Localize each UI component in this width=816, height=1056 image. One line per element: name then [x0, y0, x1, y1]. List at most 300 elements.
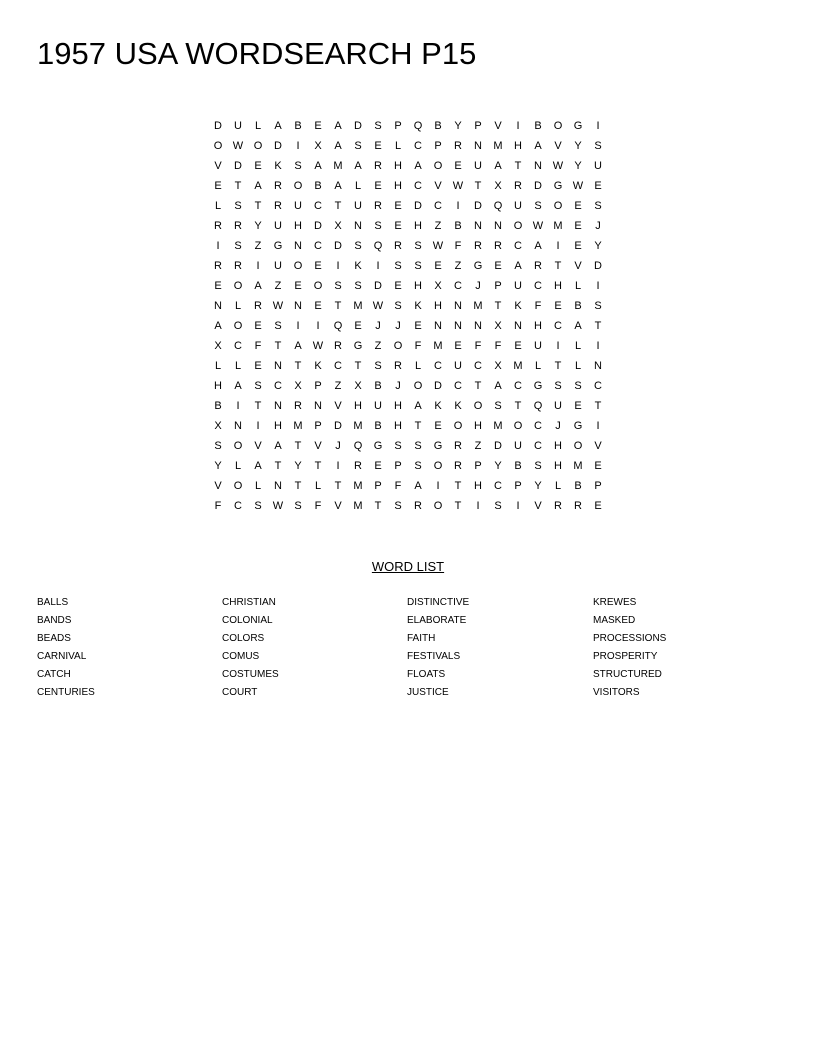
grid-letter: V — [334, 500, 342, 512]
grid-letter: P — [394, 120, 402, 132]
word-list-item: FESTIVALS — [407, 651, 461, 662]
grid-letter: X — [334, 220, 342, 232]
word-list-item: STRUCTURED — [593, 669, 662, 680]
grid-letter: B — [514, 460, 522, 472]
grid-letter: R — [274, 200, 282, 212]
grid-letter: O — [233, 440, 243, 452]
grid-letter: N — [214, 300, 222, 312]
grid-letter: I — [216, 240, 220, 252]
grid-letter: M — [553, 220, 563, 232]
grid-letter: I — [376, 260, 380, 272]
grid-letter: E — [214, 280, 222, 292]
word-list-item: CENTURIES — [37, 687, 95, 698]
grid-letter: C — [514, 240, 522, 252]
grid-letter: M — [493, 420, 503, 432]
grid-letter: A — [494, 380, 502, 392]
grid-letter: E — [374, 140, 382, 152]
grid-letter: R — [334, 340, 342, 352]
grid-letter: T — [454, 500, 462, 512]
grid-letter: P — [434, 140, 442, 152]
grid-letter: D — [354, 120, 362, 132]
grid-letter: T — [274, 460, 282, 472]
grid-letter: B — [434, 120, 442, 132]
grid-letter: P — [514, 480, 522, 492]
grid-letter: R — [454, 440, 462, 452]
grid-letter: S — [394, 300, 402, 312]
grid-letter: M — [513, 360, 523, 372]
grid-letter: O — [453, 420, 463, 432]
grid-letter: K — [514, 300, 522, 312]
word-list-item: FAITH — [407, 633, 436, 644]
grid-letter: D — [594, 260, 602, 272]
grid-letter: G — [533, 380, 543, 392]
grid-row — [208, 336, 608, 356]
grid-letter: P — [474, 120, 482, 132]
grid-letter: R — [374, 200, 382, 212]
grid-letter: Q — [493, 200, 503, 212]
grid-letter: E — [354, 320, 362, 332]
grid-letter: E — [294, 280, 302, 292]
grid-letter: E — [574, 200, 582, 212]
grid-letter: C — [534, 280, 542, 292]
grid-letter: D — [334, 240, 342, 252]
grid-letter: X — [294, 380, 302, 392]
grid-row — [208, 376, 608, 396]
grid-letter: X — [214, 340, 222, 352]
grid-letter: F — [214, 500, 222, 512]
grid-letter: D — [214, 120, 222, 132]
grid-letter: H — [554, 460, 562, 472]
grid-letter: I — [556, 240, 560, 252]
grid-letter: H — [394, 420, 402, 432]
grid-letter: R — [274, 180, 282, 192]
grid-letter: N — [454, 320, 462, 332]
grid-letter: C — [334, 360, 342, 372]
grid-letter: T — [294, 360, 302, 372]
word-list-item: COMUS — [222, 651, 260, 662]
grid-letter: R — [474, 240, 482, 252]
grid-letter: C — [314, 240, 322, 252]
grid-letter: C — [534, 440, 542, 452]
grid-letter: V — [314, 440, 322, 452]
grid-row — [208, 136, 608, 156]
grid-letter: M — [333, 160, 343, 172]
grid-letter: B — [374, 420, 382, 432]
grid-letter: Y — [574, 160, 582, 172]
grid-letter: N — [594, 360, 602, 372]
grid-letter: O — [253, 140, 263, 152]
grid-letter: P — [394, 460, 402, 472]
grid-letter: N — [274, 360, 282, 372]
grid-letter: G — [273, 240, 283, 252]
grid-row — [208, 456, 608, 476]
grid-letter: S — [494, 400, 502, 412]
grid-letter: U — [514, 440, 522, 452]
grid-letter: Z — [474, 440, 482, 452]
grid-letter: I — [256, 420, 260, 432]
grid-letter: X — [494, 180, 502, 192]
word-list-item: COLONIAL — [222, 615, 273, 626]
grid-letter: Z — [334, 380, 342, 392]
grid-letter: S — [534, 460, 542, 472]
grid-letter: S — [394, 260, 402, 272]
grid-letter: A — [494, 160, 502, 172]
grid-letter: D — [434, 380, 442, 392]
grid-letter: A — [254, 460, 262, 472]
word-column — [37, 594, 217, 702]
grid-letter: G — [573, 120, 583, 132]
word-list-item: JUSTICE — [407, 687, 449, 698]
grid-letter: A — [314, 160, 322, 172]
grid-letter: T — [294, 480, 302, 492]
grid-letter: M — [353, 480, 363, 492]
grid-row — [208, 316, 608, 336]
grid-letter: K — [414, 300, 422, 312]
grid-letter: C — [554, 320, 562, 332]
grid-letter: N — [474, 320, 482, 332]
grid-letter: N — [534, 160, 542, 172]
grid-letter: E — [594, 180, 602, 192]
grid-letter: G — [553, 180, 563, 192]
grid-letter: C — [314, 200, 322, 212]
grid-letter: W — [432, 240, 444, 252]
grid-letter: F — [454, 240, 462, 252]
grid-letter: S — [594, 140, 602, 152]
grid-letter: S — [354, 280, 362, 292]
grid-letter: T — [334, 480, 342, 492]
grid-letter: U — [274, 220, 282, 232]
grid-letter: E — [254, 360, 262, 372]
grid-letter: O — [233, 480, 243, 492]
grid-letter: R — [454, 140, 462, 152]
grid-letter: Q — [413, 120, 423, 132]
grid-letter: J — [595, 220, 601, 232]
grid-letter: E — [394, 200, 402, 212]
grid-letter: T — [254, 200, 262, 212]
grid-letter: B — [214, 400, 222, 412]
grid-letter: W — [232, 140, 244, 152]
page-title: 1957 USA WORDSEARCH P15 — [37, 36, 477, 71]
grid-letter: O — [293, 260, 303, 272]
grid-letter: L — [574, 340, 582, 352]
grid-letter: U — [514, 200, 522, 212]
grid-letter: I — [596, 420, 600, 432]
grid-letter: T — [334, 200, 342, 212]
grid-letter: N — [514, 320, 522, 332]
grid-letter: E — [494, 260, 502, 272]
grid-letter: X — [314, 140, 322, 152]
grid-letter: V — [494, 120, 502, 132]
grid-letter: U — [514, 280, 522, 292]
grid-letter: A — [254, 280, 262, 292]
grid-letter: M — [573, 460, 583, 472]
grid-letter: C — [594, 380, 602, 392]
grid-letter: E — [214, 180, 222, 192]
grid-letter: C — [414, 180, 422, 192]
grid-letter: X — [354, 380, 362, 392]
grid-letter: Q — [333, 320, 343, 332]
grid-letter: R — [294, 400, 302, 412]
grid-letter: R — [234, 220, 242, 232]
letter-grid — [208, 116, 608, 516]
grid-letter: C — [474, 360, 482, 372]
grid-letter: R — [254, 300, 262, 312]
grid-letter: V — [214, 480, 222, 492]
grid-letter: O — [513, 220, 523, 232]
grid-letter: S — [354, 240, 362, 252]
word-list-item: MASKED — [593, 615, 636, 626]
grid-letter: C — [414, 140, 422, 152]
grid-letter: U — [234, 120, 242, 132]
grid-letter: K — [434, 400, 442, 412]
word-column — [407, 594, 587, 702]
grid-letter: V — [554, 140, 562, 152]
grid-letter: O — [233, 280, 243, 292]
grid-letter: O — [213, 140, 223, 152]
word-list-item: PROCESSIONS — [593, 633, 667, 644]
grid-letter: L — [574, 360, 582, 372]
grid-letter: V — [534, 500, 542, 512]
grid-letter: L — [234, 460, 242, 472]
grid-letter: C — [434, 360, 442, 372]
grid-letter: V — [254, 440, 262, 452]
grid-row — [208, 416, 608, 436]
grid-letter: L — [554, 480, 562, 492]
grid-letter: K — [314, 360, 322, 372]
grid-letter: S — [374, 220, 382, 232]
grid-letter: W — [572, 180, 584, 192]
grid-letter: S — [594, 300, 602, 312]
grid-letter: E — [434, 260, 442, 272]
word-list-item: VISITORS — [593, 687, 640, 698]
grid-letter: R — [234, 260, 242, 272]
grid-letter: I — [256, 260, 260, 272]
word-column — [222, 594, 402, 702]
grid-letter: S — [214, 440, 222, 452]
grid-letter: Q — [353, 440, 363, 452]
grid-letter: P — [314, 380, 322, 392]
grid-letter: E — [314, 120, 322, 132]
grid-letter: N — [474, 140, 482, 152]
grid-letter: S — [574, 380, 582, 392]
grid-letter: I — [296, 320, 300, 332]
grid-letter: T — [454, 480, 462, 492]
grid-letter: F — [494, 340, 502, 352]
grid-letter: L — [534, 360, 542, 372]
grid-letter: I — [596, 280, 600, 292]
grid-letter: N — [454, 300, 462, 312]
grid-letter: H — [514, 140, 522, 152]
grid-letter: L — [254, 120, 262, 132]
grid-row — [208, 476, 608, 496]
grid-letter: E — [454, 340, 462, 352]
grid-row — [208, 196, 608, 216]
grid-letter: S — [234, 240, 242, 252]
grid-letter: U — [594, 160, 602, 172]
grid-letter: T — [594, 320, 602, 332]
grid-letter: U — [534, 340, 542, 352]
grid-letter: W — [272, 300, 284, 312]
word-list-item: CATCH — [37, 669, 71, 680]
word-list-item: PROSPERITY — [593, 651, 658, 662]
grid-letter: A — [214, 320, 222, 332]
grid-letter: V — [214, 160, 222, 172]
grid-letter: R — [534, 260, 542, 272]
grid-letter: M — [353, 300, 363, 312]
grid-letter: I — [316, 320, 320, 332]
grid-letter: P — [474, 460, 482, 472]
grid-letter: F — [534, 300, 542, 312]
word-list-item: BANDS — [37, 615, 72, 626]
grid-letter: T — [554, 360, 562, 372]
grid-letter: H — [554, 280, 562, 292]
grid-letter: F — [474, 340, 482, 352]
grid-letter: M — [353, 420, 363, 432]
grid-letter: C — [514, 380, 522, 392]
grid-letter: Z — [274, 280, 282, 292]
grid-letter: Y — [534, 480, 542, 492]
grid-letter: G — [473, 260, 483, 272]
grid-letter: L — [314, 480, 322, 492]
grid-letter: N — [274, 400, 282, 412]
grid-letter: T — [474, 180, 482, 192]
grid-letter: I — [336, 260, 340, 272]
grid-letter: N — [294, 300, 302, 312]
grid-letter: I — [436, 480, 440, 492]
grid-letter: S — [534, 200, 542, 212]
grid-letter: I — [456, 200, 460, 212]
grid-letter: E — [414, 320, 422, 332]
grid-letter: L — [214, 360, 222, 372]
grid-letter: Y — [454, 120, 462, 132]
grid-letter: F — [254, 340, 262, 352]
grid-letter: B — [454, 220, 462, 232]
grid-letter: T — [354, 360, 362, 372]
grid-letter: S — [594, 200, 602, 212]
word-list-item: COSTUMES — [222, 669, 279, 680]
grid-letter: E — [374, 460, 382, 472]
grid-letter: A — [254, 180, 262, 192]
grid-letter: Y — [294, 460, 302, 472]
grid-letter: T — [514, 160, 522, 172]
grid-letter: H — [434, 300, 442, 312]
grid-letter: O — [573, 440, 583, 452]
grid-letter: W — [272, 500, 284, 512]
grid-letter: S — [274, 320, 282, 332]
grid-letter: F — [314, 500, 322, 512]
grid-letter: Y — [494, 460, 502, 472]
grid-letter: C — [534, 420, 542, 432]
grid-letter: B — [314, 180, 322, 192]
grid-letter: O — [293, 180, 303, 192]
word-list-item: BALLS — [37, 597, 69, 608]
grid-letter: V — [594, 440, 602, 452]
grid-letter: N — [274, 480, 282, 492]
grid-letter: I — [296, 140, 300, 152]
grid-letter: E — [574, 220, 582, 232]
grid-letter: D — [314, 220, 322, 232]
word-list-item: DISTINCTIVE — [407, 597, 470, 608]
grid-row — [208, 276, 608, 296]
grid-letter: R — [514, 180, 522, 192]
grid-letter: M — [293, 420, 303, 432]
grid-letter: C — [274, 380, 282, 392]
grid-letter: T — [234, 180, 242, 192]
grid-letter: S — [494, 500, 502, 512]
word-list-item: ELABORATE — [407, 615, 467, 626]
grid-letter: O — [553, 120, 563, 132]
grid-letter: E — [454, 160, 462, 172]
grid-letter: K — [354, 260, 362, 272]
grid-letter: M — [473, 300, 483, 312]
grid-letter: U — [354, 200, 362, 212]
grid-letter: S — [414, 440, 422, 452]
grid-letter: H — [394, 400, 402, 412]
grid-letter: C — [454, 280, 462, 292]
grid-letter: O — [513, 420, 523, 432]
grid-letter: X — [494, 320, 502, 332]
grid-letter: Y — [574, 140, 582, 152]
grid-letter: H — [294, 220, 302, 232]
grid-letter: U — [454, 360, 462, 372]
grid-letter: T — [594, 400, 602, 412]
grid-letter: A — [334, 140, 342, 152]
grid-letter: N — [294, 240, 302, 252]
grid-letter: T — [374, 500, 382, 512]
grid-letter: M — [493, 140, 503, 152]
grid-letter: O — [433, 460, 443, 472]
grid-letter: J — [395, 320, 401, 332]
grid-letter: J — [395, 380, 401, 392]
grid-letter: R — [214, 220, 222, 232]
grid-letter: L — [214, 200, 222, 212]
grid-letter: D — [234, 160, 242, 172]
grid-letter: Y — [254, 220, 262, 232]
word-list — [37, 594, 797, 714]
grid-row — [208, 176, 608, 196]
grid-letter: A — [534, 140, 542, 152]
grid-letter: S — [414, 460, 422, 472]
grid-letter: A — [334, 180, 342, 192]
grid-letter: T — [474, 380, 482, 392]
grid-letter: R — [574, 500, 582, 512]
grid-letter: X — [434, 280, 442, 292]
grid-letter: J — [375, 320, 381, 332]
grid-letter: I — [596, 120, 600, 132]
grid-letter: L — [394, 140, 402, 152]
grid-letter: R — [414, 500, 422, 512]
word-list-item: CHRISTIAN — [222, 597, 276, 608]
grid-letter: B — [294, 120, 302, 132]
grid-letter: R — [214, 260, 222, 272]
grid-letter: E — [434, 420, 442, 432]
grid-letter: V — [574, 260, 582, 272]
grid-letter: A — [274, 120, 282, 132]
grid-letter: S — [254, 500, 262, 512]
grid-letter: H — [394, 160, 402, 172]
grid-letter: H — [554, 440, 562, 452]
grid-letter: A — [294, 340, 302, 352]
grid-letter: E — [394, 280, 402, 292]
grid-letter: E — [374, 180, 382, 192]
grid-letter: U — [294, 200, 302, 212]
grid-letter: H — [394, 180, 402, 192]
grid-letter: B — [574, 480, 582, 492]
grid-letter: H — [274, 420, 282, 432]
grid-letter: S — [554, 380, 562, 392]
grid-letter: W — [452, 180, 464, 192]
grid-letter: R — [554, 500, 562, 512]
